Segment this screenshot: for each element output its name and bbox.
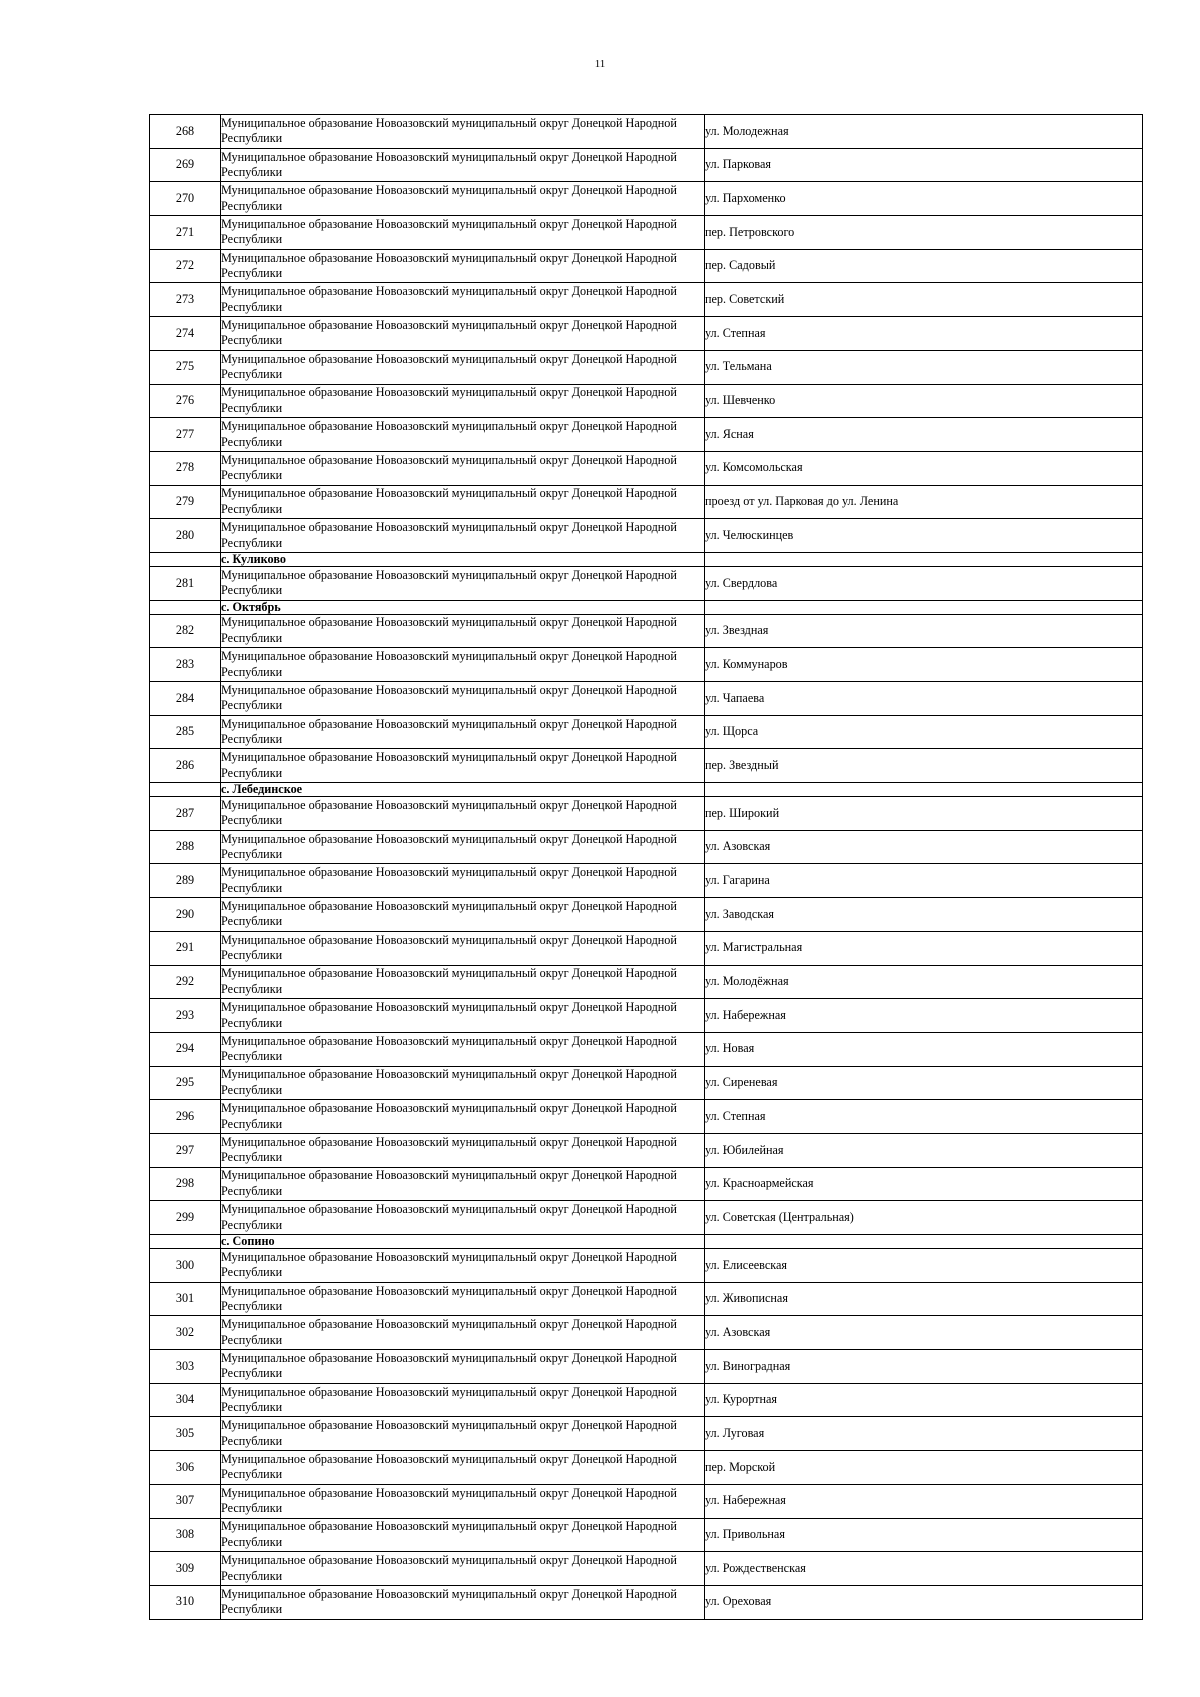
row-number: 273 [150, 283, 221, 317]
street-name: ул. Курортная [705, 1383, 1143, 1417]
street-name: ул. Сиреневая [705, 1066, 1143, 1100]
street-name: ул. Набережная [705, 1484, 1143, 1518]
row-number: 283 [150, 648, 221, 682]
street-name: пер. Петровского [705, 216, 1143, 250]
municipality-name: Муниципальное образование Новоазовский муниципальный округ Донецкой Народной Республики [221, 148, 705, 182]
municipality-name: Муниципальное образование Новоазовский муниципальный округ Донецкой Народной Республики [221, 1167, 705, 1201]
street-name: ул. Живописная [705, 1282, 1143, 1316]
table-row [150, 485, 1143, 519]
empty-cell [150, 600, 221, 614]
municipality-name: Муниципальное образование Новоазовский муниципальный округ Донецкой Народной Республики [221, 1350, 705, 1384]
municipality-name: Муниципальное образование Новоазовский муниципальный округ Донецкой Народной Республики [221, 1133, 705, 1167]
municipality-name: Муниципальное образование Новоазовский муниципальный округ Донецкой Народной Республики [221, 1383, 705, 1417]
municipality-name: Муниципальное образование Новоазовский муниципальный округ Донецкой Народной Республики [221, 216, 705, 250]
streets-table-body [150, 115, 1143, 1620]
table-row [150, 864, 1143, 898]
municipality-name: Муниципальное образование Новоазовский муниципальный округ Донецкой Народной Республики [221, 182, 705, 216]
street-name: ул. Звездная [705, 614, 1143, 648]
streets-table [149, 114, 1143, 1620]
row-number: 282 [150, 614, 221, 648]
street-name: ул. Парковая [705, 148, 1143, 182]
table-row [150, 1383, 1143, 1417]
empty-cell [705, 552, 1143, 566]
empty-cell [150, 552, 221, 566]
municipality-name: Муниципальное образование Новоазовский муниципальный округ Донецкой Народной Республики [221, 931, 705, 965]
row-number: 270 [150, 182, 221, 216]
row-number: 301 [150, 1282, 221, 1316]
street-name: ул. Свердлова [705, 566, 1143, 600]
municipality-name: Муниципальное образование Новоазовский муниципальный округ Донецкой Народной Республики [221, 1585, 705, 1619]
municipality-name: Муниципальное образование Новоазовский муниципальный округ Донецкой Народной Республики [221, 1249, 705, 1283]
table-row [150, 1133, 1143, 1167]
municipality-name: Муниципальное образование Новоазовский муниципальный округ Донецкой Народной Республики [221, 830, 705, 864]
municipality-name: Муниципальное образование Новоазовский муниципальный округ Донецкой Народной Республики [221, 519, 705, 553]
table-row [150, 682, 1143, 716]
table-row [150, 566, 1143, 600]
table-row [150, 614, 1143, 648]
row-number: 309 [150, 1552, 221, 1586]
row-number: 291 [150, 931, 221, 965]
empty-cell [705, 1235, 1143, 1249]
row-number: 308 [150, 1518, 221, 1552]
row-number: 293 [150, 999, 221, 1033]
street-name: ул. Молодежная [705, 115, 1143, 149]
table-row [150, 1201, 1143, 1235]
street-name: пер. Морской [705, 1451, 1143, 1485]
municipality-name: Муниципальное образование Новоазовский муниципальный округ Донецкой Народной Республики [221, 682, 705, 716]
row-number: 276 [150, 384, 221, 418]
table-row [150, 1167, 1143, 1201]
municipality-name: Муниципальное образование Новоазовский муниципальный округ Донецкой Народной Республики [221, 1552, 705, 1586]
street-name: ул. Ореховая [705, 1585, 1143, 1619]
street-name: ул. Виноградная [705, 1350, 1143, 1384]
street-name: ул. Магистральная [705, 931, 1143, 965]
row-number: 275 [150, 350, 221, 384]
municipality-name: Муниципальное образование Новоазовский муниципальный округ Донецкой Народной Республики [221, 1201, 705, 1235]
municipality-name: Муниципальное образование Новоазовский муниципальный округ Донецкой Народной Республики [221, 965, 705, 999]
locality-header-row [150, 552, 1143, 566]
row-number: 274 [150, 317, 221, 351]
row-number: 302 [150, 1316, 221, 1350]
street-name: ул. Азовская [705, 830, 1143, 864]
row-number: 279 [150, 485, 221, 519]
municipality-name: Муниципальное образование Новоазовский муниципальный округ Донецкой Народной Республики [221, 864, 705, 898]
row-number: 296 [150, 1100, 221, 1134]
street-name: ул. Чапаева [705, 682, 1143, 716]
municipality-name: Муниципальное образование Новоазовский муниципальный округ Донецкой Народной Республики [221, 566, 705, 600]
table-row [150, 648, 1143, 682]
row-number: 298 [150, 1167, 221, 1201]
street-name: ул. Тельмана [705, 350, 1143, 384]
row-number: 306 [150, 1451, 221, 1485]
municipality-name: Муниципальное образование Новоазовский муниципальный округ Донецкой Народной Республики [221, 249, 705, 283]
street-name: ул. Степная [705, 1100, 1143, 1134]
table-row [150, 249, 1143, 283]
street-name: ул. Советская (Центральная) [705, 1201, 1143, 1235]
table-row [150, 1585, 1143, 1619]
row-number: 299 [150, 1201, 221, 1235]
municipality-name: Муниципальное образование Новоазовский муниципальный округ Донецкой Народной Республики [221, 1451, 705, 1485]
table-row [150, 999, 1143, 1033]
municipality-name: Муниципальное образование Новоазовский муниципальный округ Донецкой Народной Республики [221, 1518, 705, 1552]
row-number: 269 [150, 148, 221, 182]
page-number: 11 [594, 58, 606, 70]
table-row [150, 1451, 1143, 1485]
street-name: ул. Челюскинцев [705, 519, 1143, 553]
street-name: ул. Рождественская [705, 1552, 1143, 1586]
locality-header-row [150, 600, 1143, 614]
table-row [150, 1350, 1143, 1384]
row-number: 303 [150, 1350, 221, 1384]
table-row [150, 965, 1143, 999]
street-name: пер. Советский [705, 283, 1143, 317]
locality-name: с. Лебединское [221, 783, 705, 797]
row-number: 290 [150, 898, 221, 932]
table-row [150, 1032, 1143, 1066]
street-name: ул. Степная [705, 317, 1143, 351]
street-name: ул. Привольная [705, 1518, 1143, 1552]
street-name: пер. Звездный [705, 749, 1143, 783]
row-number: 294 [150, 1032, 221, 1066]
table-row [150, 317, 1143, 351]
municipality-name: Муниципальное образование Новоазовский муниципальный округ Донецкой Народной Республики [221, 384, 705, 418]
row-number: 277 [150, 418, 221, 452]
table-row [150, 931, 1143, 965]
street-name: ул. Гагарина [705, 864, 1143, 898]
street-name: ул. Заводская [705, 898, 1143, 932]
table-row [150, 148, 1143, 182]
row-number: 300 [150, 1249, 221, 1283]
street-name: ул. Шевченко [705, 384, 1143, 418]
municipality-name: Муниципальное образование Новоазовский муниципальный округ Донецкой Народной Республики [221, 115, 705, 149]
municipality-name: Муниципальное образование Новоазовский муниципальный округ Донецкой Народной Республики [221, 350, 705, 384]
table-row [150, 1484, 1143, 1518]
row-number: 280 [150, 519, 221, 553]
municipality-name: Муниципальное образование Новоазовский муниципальный округ Донецкой Народной Республики [221, 1417, 705, 1451]
empty-cell [150, 1235, 221, 1249]
row-number: 307 [150, 1484, 221, 1518]
row-number: 271 [150, 216, 221, 250]
municipality-name: Муниципальное образование Новоазовский муниципальный округ Донецкой Народной Республики [221, 648, 705, 682]
street-name: ул. Луговая [705, 1417, 1143, 1451]
table-row [150, 1518, 1143, 1552]
street-name: ул. Щорса [705, 715, 1143, 749]
street-name: ул. Коммунаров [705, 648, 1143, 682]
municipality-name: Муниципальное образование Новоазовский муниципальный округ Донецкой Народной Республики [221, 1282, 705, 1316]
row-number: 268 [150, 115, 221, 149]
table-row [150, 451, 1143, 485]
locality-name: с. Сопино [221, 1235, 705, 1249]
empty-cell [705, 600, 1143, 614]
table-row [150, 182, 1143, 216]
street-name: ул. Пархоменко [705, 182, 1143, 216]
municipality-name: Муниципальное образование Новоазовский муниципальный округ Донецкой Народной Республики [221, 749, 705, 783]
locality-header-row [150, 1235, 1143, 1249]
municipality-name: Муниципальное образование Новоазовский муниципальный округ Донецкой Народной Республики [221, 1032, 705, 1066]
locality-name: с. Куликово [221, 552, 705, 566]
municipality-name: Муниципальное образование Новоазовский муниципальный округ Донецкой Народной Республики [221, 451, 705, 485]
row-number: 297 [150, 1133, 221, 1167]
municipality-name: Муниципальное образование Новоазовский муниципальный округ Донецкой Народной Республики [221, 999, 705, 1033]
table-row [150, 1066, 1143, 1100]
row-number: 289 [150, 864, 221, 898]
table-row [150, 384, 1143, 418]
table-row [150, 797, 1143, 831]
municipality-name: Муниципальное образование Новоазовский муниципальный округ Донецкой Народной Республики [221, 283, 705, 317]
street-name: ул. Комсомольская [705, 451, 1143, 485]
table-row [150, 1100, 1143, 1134]
street-name: ул. Новая [705, 1032, 1143, 1066]
table-row [150, 519, 1143, 553]
row-number: 288 [150, 830, 221, 864]
municipality-name: Муниципальное образование Новоазовский муниципальный округ Донецкой Народной Республики [221, 418, 705, 452]
locality-name: с. Октябрь [221, 600, 705, 614]
row-number: 310 [150, 1585, 221, 1619]
street-name: пер. Широкий [705, 797, 1143, 831]
table-row [150, 715, 1143, 749]
street-name: ул. Юбилейная [705, 1133, 1143, 1167]
municipality-name: Муниципальное образование Новоазовский муниципальный округ Донецкой Народной Республики [221, 715, 705, 749]
municipality-name: Муниципальное образование Новоазовский муниципальный округ Донецкой Народной Республики [221, 485, 705, 519]
municipality-name: Муниципальное образование Новоазовский муниципальный округ Донецкой Народной Республики [221, 898, 705, 932]
row-number: 278 [150, 451, 221, 485]
row-number: 284 [150, 682, 221, 716]
row-number: 286 [150, 749, 221, 783]
street-name: ул. Ясная [705, 418, 1143, 452]
municipality-name: Муниципальное образование Новоазовский муниципальный округ Донецкой Народной Республики [221, 1316, 705, 1350]
table-row [150, 1417, 1143, 1451]
street-name: ул. Красноармейская [705, 1167, 1143, 1201]
empty-cell [705, 783, 1143, 797]
street-name: ул. Набережная [705, 999, 1143, 1033]
table-row [150, 115, 1143, 149]
municipality-name: Муниципальное образование Новоазовский муниципальный округ Донецкой Народной Республики [221, 1100, 705, 1134]
table-row [150, 216, 1143, 250]
table-row [150, 830, 1143, 864]
locality-header-row [150, 783, 1143, 797]
table-row [150, 1316, 1143, 1350]
row-number: 304 [150, 1383, 221, 1417]
table-row [150, 283, 1143, 317]
row-number: 272 [150, 249, 221, 283]
row-number: 295 [150, 1066, 221, 1100]
street-name: пер. Садовый [705, 249, 1143, 283]
empty-cell [150, 783, 221, 797]
municipality-name: Муниципальное образование Новоазовский муниципальный округ Донецкой Народной Республики [221, 1066, 705, 1100]
table-row [150, 749, 1143, 783]
municipality-name: Муниципальное образование Новоазовский муниципальный округ Донецкой Народной Республики [221, 797, 705, 831]
row-number: 285 [150, 715, 221, 749]
table-row [150, 418, 1143, 452]
table-row [150, 350, 1143, 384]
street-name: ул. Елисеевская [705, 1249, 1143, 1283]
row-number: 292 [150, 965, 221, 999]
table-row [150, 1249, 1143, 1283]
street-name: проезд от ул. Парковая до ул. Ленина [705, 485, 1143, 519]
street-name: ул. Азовская [705, 1316, 1143, 1350]
row-number: 281 [150, 566, 221, 600]
table-row [150, 1552, 1143, 1586]
municipality-name: Муниципальное образование Новоазовский муниципальный округ Донецкой Народной Республики [221, 1484, 705, 1518]
municipality-name: Муниципальное образование Новоазовский муниципальный округ Донецкой Народной Республики [221, 317, 705, 351]
row-number: 287 [150, 797, 221, 831]
municipality-name: Муниципальное образование Новоазовский муниципальный округ Донецкой Народной Республики [221, 614, 705, 648]
row-number: 305 [150, 1417, 221, 1451]
table-row [150, 1282, 1143, 1316]
street-name: ул. Молодёжная [705, 965, 1143, 999]
table-row [150, 898, 1143, 932]
